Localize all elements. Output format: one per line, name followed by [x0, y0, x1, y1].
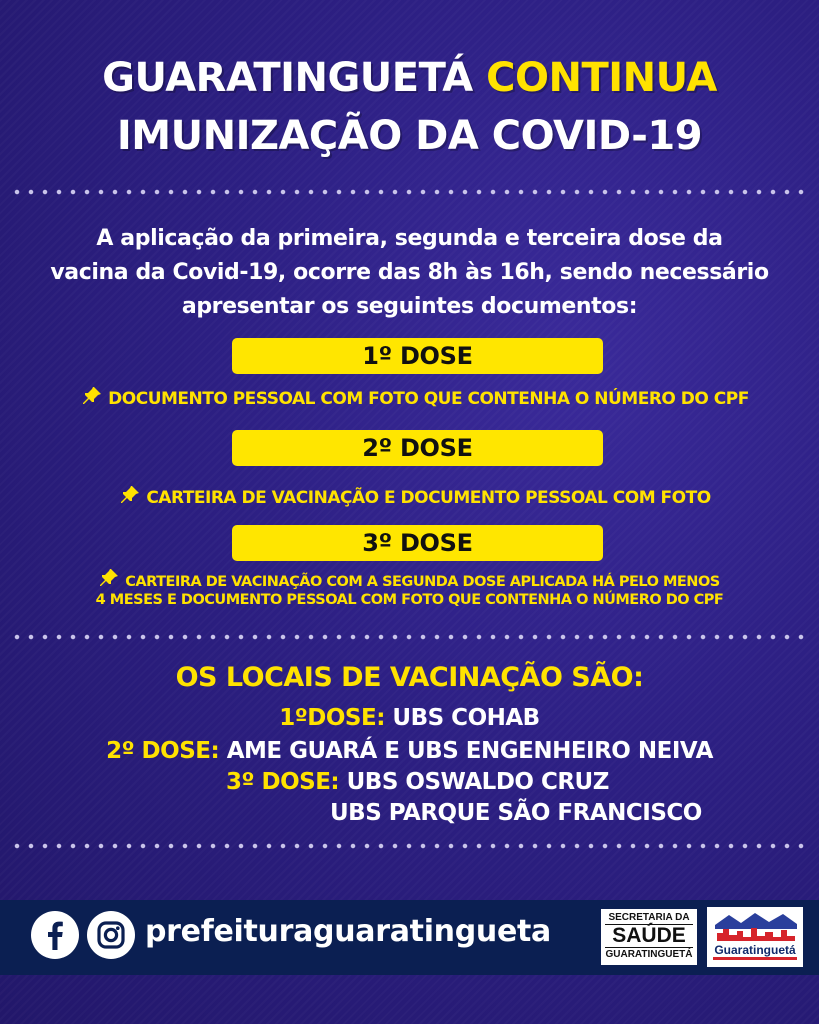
dose-3-requirement-line-1: [0, 568, 819, 590]
location-item: [226, 769, 609, 795]
secretaria-saude-logo: [601, 909, 697, 965]
dotted-divider: [10, 843, 809, 849]
social-handle[interactable]: prefeituraguaratingueta: [145, 914, 551, 949]
pushpin-icon: [120, 485, 140, 505]
location-value: UBS PARQUE SÃO FRANCISCO: [330, 800, 702, 826]
logo-line: SECRETARIA DA: [608, 912, 690, 923]
requirement-text: CARTEIRA DE VACINAÇÃO E DOCUMENTO PESSOAL COM FOTO: [146, 488, 711, 508]
intro-text: [20, 222, 799, 324]
intro-line: vacina da Covid-19, ocorre das 8h às 16h, sendo necessário: [50, 260, 769, 285]
requirement-text: CARTEIRA DE VACINAÇÃO COM A SEGUNDA DOSE APLICADA HÁ PELO MENOS: [125, 574, 720, 590]
city-skyline-icon: [707, 907, 803, 967]
logo-line: GUARATINGUETÁ: [605, 949, 693, 960]
pushpin-icon: [99, 568, 119, 588]
headline-accent: CONTINUA: [486, 55, 717, 101]
location-dose-label: 1ºDOSE:: [279, 705, 385, 731]
dose-2-label: 2º DOSE: [232, 430, 603, 466]
location-item: [0, 705, 819, 731]
location-item: [0, 738, 819, 764]
pushpin-icon: [82, 386, 102, 406]
location-item: [330, 800, 702, 826]
footer-bar: [0, 900, 819, 975]
dotted-divider: [10, 634, 809, 640]
locations-title: OS LOCAIS DE VACINAÇÃO SÃO:: [175, 662, 644, 693]
location-value: AME GUARÁ E UBS ENGENHEIRO NEIVA: [226, 738, 713, 764]
location-value: UBS COHAB: [392, 705, 540, 731]
dose-1-requirement: [6, 386, 819, 409]
dotted-divider: [10, 189, 809, 195]
location-value: UBS OSWALDO CRUZ: [346, 769, 609, 795]
instagram-icon[interactable]: [87, 911, 135, 959]
facebook-icon[interactable]: [31, 911, 79, 959]
dose-2-requirement: [6, 485, 819, 508]
dose-3-requirement-line-2: 4 MESES E DOCUMENTO PESSOAL COM FOTO QUE CONTENHA O NÚMERO DO CPF: [95, 592, 724, 608]
location-dose-label: 2º DOSE:: [106, 738, 220, 764]
dose-3-label: 3º DOSE: [232, 525, 603, 561]
headline-line-2: IMUNIZAÇÃO DA COVID-19: [116, 113, 703, 159]
requirement-text: DOCUMENTO PESSOAL COM FOTO QUE CONTENHA O NÚMERO DO CPF: [108, 389, 749, 409]
logo-line: SAÚDE: [605, 924, 693, 948]
dose-1-label: 1º DOSE: [232, 338, 603, 374]
prefeitura-logo: [707, 907, 803, 967]
logo-wordmark: Guaratinguetá: [714, 943, 796, 957]
intro-line: apresentar os seguintes documentos:: [181, 294, 638, 319]
headline-line-1: [0, 55, 819, 101]
intro-line: A aplicação da primeira, segunda e terceira dose da: [96, 226, 723, 251]
headline-city: GUARATINGUETÁ: [102, 55, 473, 101]
location-dose-label: 3º DOSE:: [226, 769, 340, 795]
